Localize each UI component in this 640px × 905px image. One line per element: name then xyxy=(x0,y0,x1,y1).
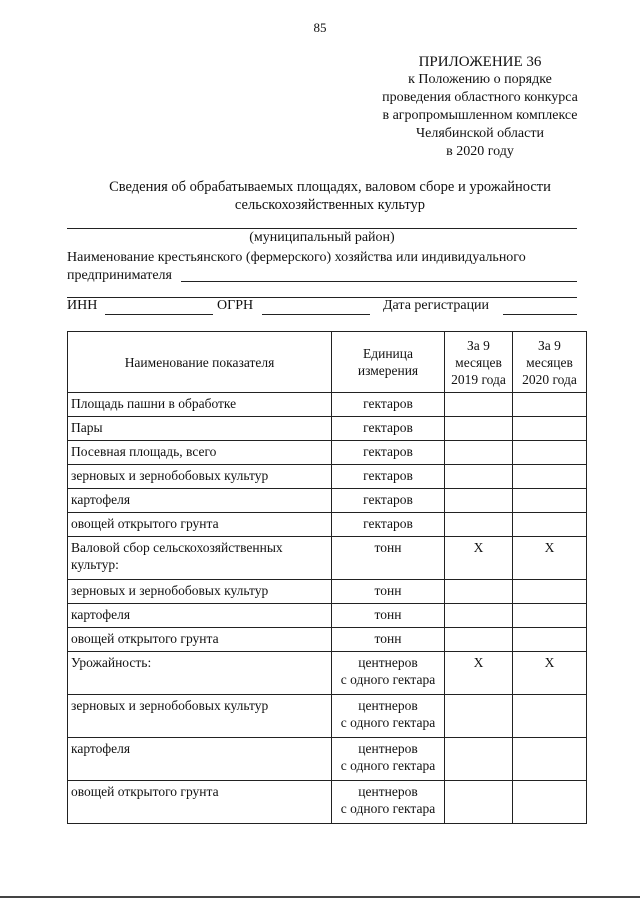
row-unit: гектаров xyxy=(332,417,445,441)
cell-2020: X xyxy=(513,652,587,695)
cell-2019[interactable] xyxy=(445,604,513,628)
appendix-line: к Положению о порядке xyxy=(408,72,552,87)
page-bottom-edge xyxy=(0,896,640,898)
row-name: картофеля xyxy=(68,738,332,781)
table-row xyxy=(68,417,587,441)
cell-2020: X xyxy=(513,537,587,580)
cell-2019: X xyxy=(445,652,513,695)
row-unit xyxy=(332,781,445,824)
row-name: картофеля xyxy=(68,489,332,513)
header-2019-line: За 9 xyxy=(467,337,490,353)
registration-date-label: Дата регистрации xyxy=(383,298,490,313)
row-name: овощей открытого грунта xyxy=(68,781,332,824)
header-2020-line: месяцев xyxy=(526,354,573,370)
row-name-line: культур: xyxy=(71,557,119,572)
row-unit-line: центнеров xyxy=(358,698,418,713)
cell-2020[interactable] xyxy=(513,489,587,513)
cell-2020[interactable] xyxy=(513,738,587,781)
ogrn-field[interactable] xyxy=(262,314,370,315)
row-name: Урожайность: xyxy=(68,652,332,695)
row-name: Посевная площадь, всего xyxy=(68,441,332,465)
row-unit-line: центнеров xyxy=(358,741,418,756)
row-unit-line: с одного гектара xyxy=(340,801,436,816)
cell-2019: X xyxy=(445,537,513,580)
cell-2019[interactable] xyxy=(445,489,513,513)
header-2019 xyxy=(445,332,513,393)
table-row xyxy=(68,738,587,781)
farm-name-field[interactable] xyxy=(181,281,577,282)
row-unit: тонн xyxy=(332,537,445,580)
header-unit xyxy=(332,332,445,393)
table-row xyxy=(68,513,587,537)
appendix-title: ПРИЛОЖЕНИЕ 36 xyxy=(418,54,542,70)
cell-2020[interactable] xyxy=(513,604,587,628)
header-2020-line: 2020 года xyxy=(522,371,577,387)
cell-2020[interactable] xyxy=(513,417,587,441)
row-unit-line: центнеров xyxy=(358,784,418,799)
document-title-line: сельскохозяйственных культур xyxy=(234,197,426,213)
registration-date-field[interactable] xyxy=(503,314,577,315)
row-unit: гектаров xyxy=(332,441,445,465)
appendix-line: в 2020 году xyxy=(446,144,514,159)
table-row xyxy=(68,393,587,417)
row-unit: тонн xyxy=(332,628,445,652)
row-name: зерновых и зернобобовых культур xyxy=(68,465,332,489)
row-name: Площадь пашни в обработке xyxy=(68,393,332,417)
municipal-district-line[interactable] xyxy=(67,228,577,229)
row-name: овощей открытого грунта xyxy=(68,513,332,537)
inn-field[interactable] xyxy=(105,314,213,315)
indicators-table xyxy=(67,331,587,824)
cell-2019[interactable] xyxy=(445,417,513,441)
cell-2020[interactable] xyxy=(513,393,587,417)
row-unit: гектаров xyxy=(332,489,445,513)
cell-2019[interactable] xyxy=(445,580,513,604)
cell-2019[interactable] xyxy=(445,465,513,489)
cell-2019[interactable] xyxy=(445,513,513,537)
farm-name-line2: предпринимателя xyxy=(67,268,172,283)
row-unit xyxy=(332,652,445,695)
table-row xyxy=(68,652,587,695)
appendix-line: проведения областного конкурса xyxy=(382,90,578,105)
table-row xyxy=(68,628,587,652)
cell-2019[interactable] xyxy=(445,738,513,781)
row-unit: тонн xyxy=(332,580,445,604)
row-name-line: Валовой сбор сельскохозяйственных xyxy=(71,540,283,555)
table-header-row xyxy=(68,332,587,393)
row-unit xyxy=(332,738,445,781)
cell-2019[interactable] xyxy=(445,441,513,465)
row-name xyxy=(68,537,332,580)
table-row xyxy=(68,604,587,628)
header-2020 xyxy=(513,332,587,393)
table-row xyxy=(68,489,587,513)
cell-2019[interactable] xyxy=(445,695,513,738)
cell-2019[interactable] xyxy=(445,628,513,652)
page-number: 85 xyxy=(313,20,327,35)
header-2019-line: 2019 года xyxy=(451,371,506,387)
header-unit-line: измерения xyxy=(357,363,419,378)
appendix-line: в агропромышленном комплексе xyxy=(382,108,578,123)
row-name: зерновых и зернобобовых культур xyxy=(68,695,332,738)
row-unit: гектаров xyxy=(332,465,445,489)
ogrn-label: ОГРН xyxy=(217,298,254,313)
row-name: Пары xyxy=(68,417,332,441)
cell-2020[interactable] xyxy=(513,580,587,604)
farm-name-field-extra[interactable] xyxy=(67,297,577,298)
cell-2020[interactable] xyxy=(513,781,587,824)
table-row xyxy=(68,465,587,489)
table-row xyxy=(68,781,587,824)
row-name: картофеля xyxy=(68,604,332,628)
row-unit: гектаров xyxy=(332,513,445,537)
header-2020-line: За 9 xyxy=(538,337,561,353)
appendix-line: Челябинской области xyxy=(416,126,544,141)
row-unit-line: с одного гектара xyxy=(340,758,436,773)
row-name: зерновых и зернобобовых культур xyxy=(68,580,332,604)
cell-2020[interactable] xyxy=(513,465,587,489)
row-name: овощей открытого грунта xyxy=(68,628,332,652)
cell-2020[interactable] xyxy=(513,441,587,465)
document-title-line: Сведения об обрабатываемых площадях, валовом сборе и урожайности xyxy=(109,179,551,195)
header-2019-line: месяцев xyxy=(455,354,502,370)
appendix-block xyxy=(330,53,630,161)
inn-label: ИНН xyxy=(67,298,98,313)
farm-name-label xyxy=(67,249,582,285)
municipal-district-label: (муниципальный район) xyxy=(249,230,395,245)
row-unit-line: центнеров xyxy=(358,655,418,670)
table-row xyxy=(68,537,587,580)
row-unit: гектаров xyxy=(332,393,445,417)
header-indicator: Наименование показателя xyxy=(68,332,332,393)
cell-2020[interactable] xyxy=(513,628,587,652)
row-unit-line: с одного гектара xyxy=(340,715,436,730)
table-row xyxy=(68,441,587,465)
row-unit: тонн xyxy=(332,604,445,628)
cell-2020[interactable] xyxy=(513,513,587,537)
document-title xyxy=(60,178,600,214)
cell-2019[interactable] xyxy=(445,393,513,417)
cell-2019[interactable] xyxy=(445,781,513,824)
row-unit-line: с одного гектара xyxy=(340,672,436,687)
table-row xyxy=(68,695,587,738)
farm-name-line1: Наименование крестьянского (фермерского) хозяйства или индивидуального xyxy=(67,250,526,265)
cell-2020[interactable] xyxy=(513,695,587,738)
header-unit-line: Единица xyxy=(362,346,413,361)
row-unit xyxy=(332,695,445,738)
table-row xyxy=(68,580,587,604)
